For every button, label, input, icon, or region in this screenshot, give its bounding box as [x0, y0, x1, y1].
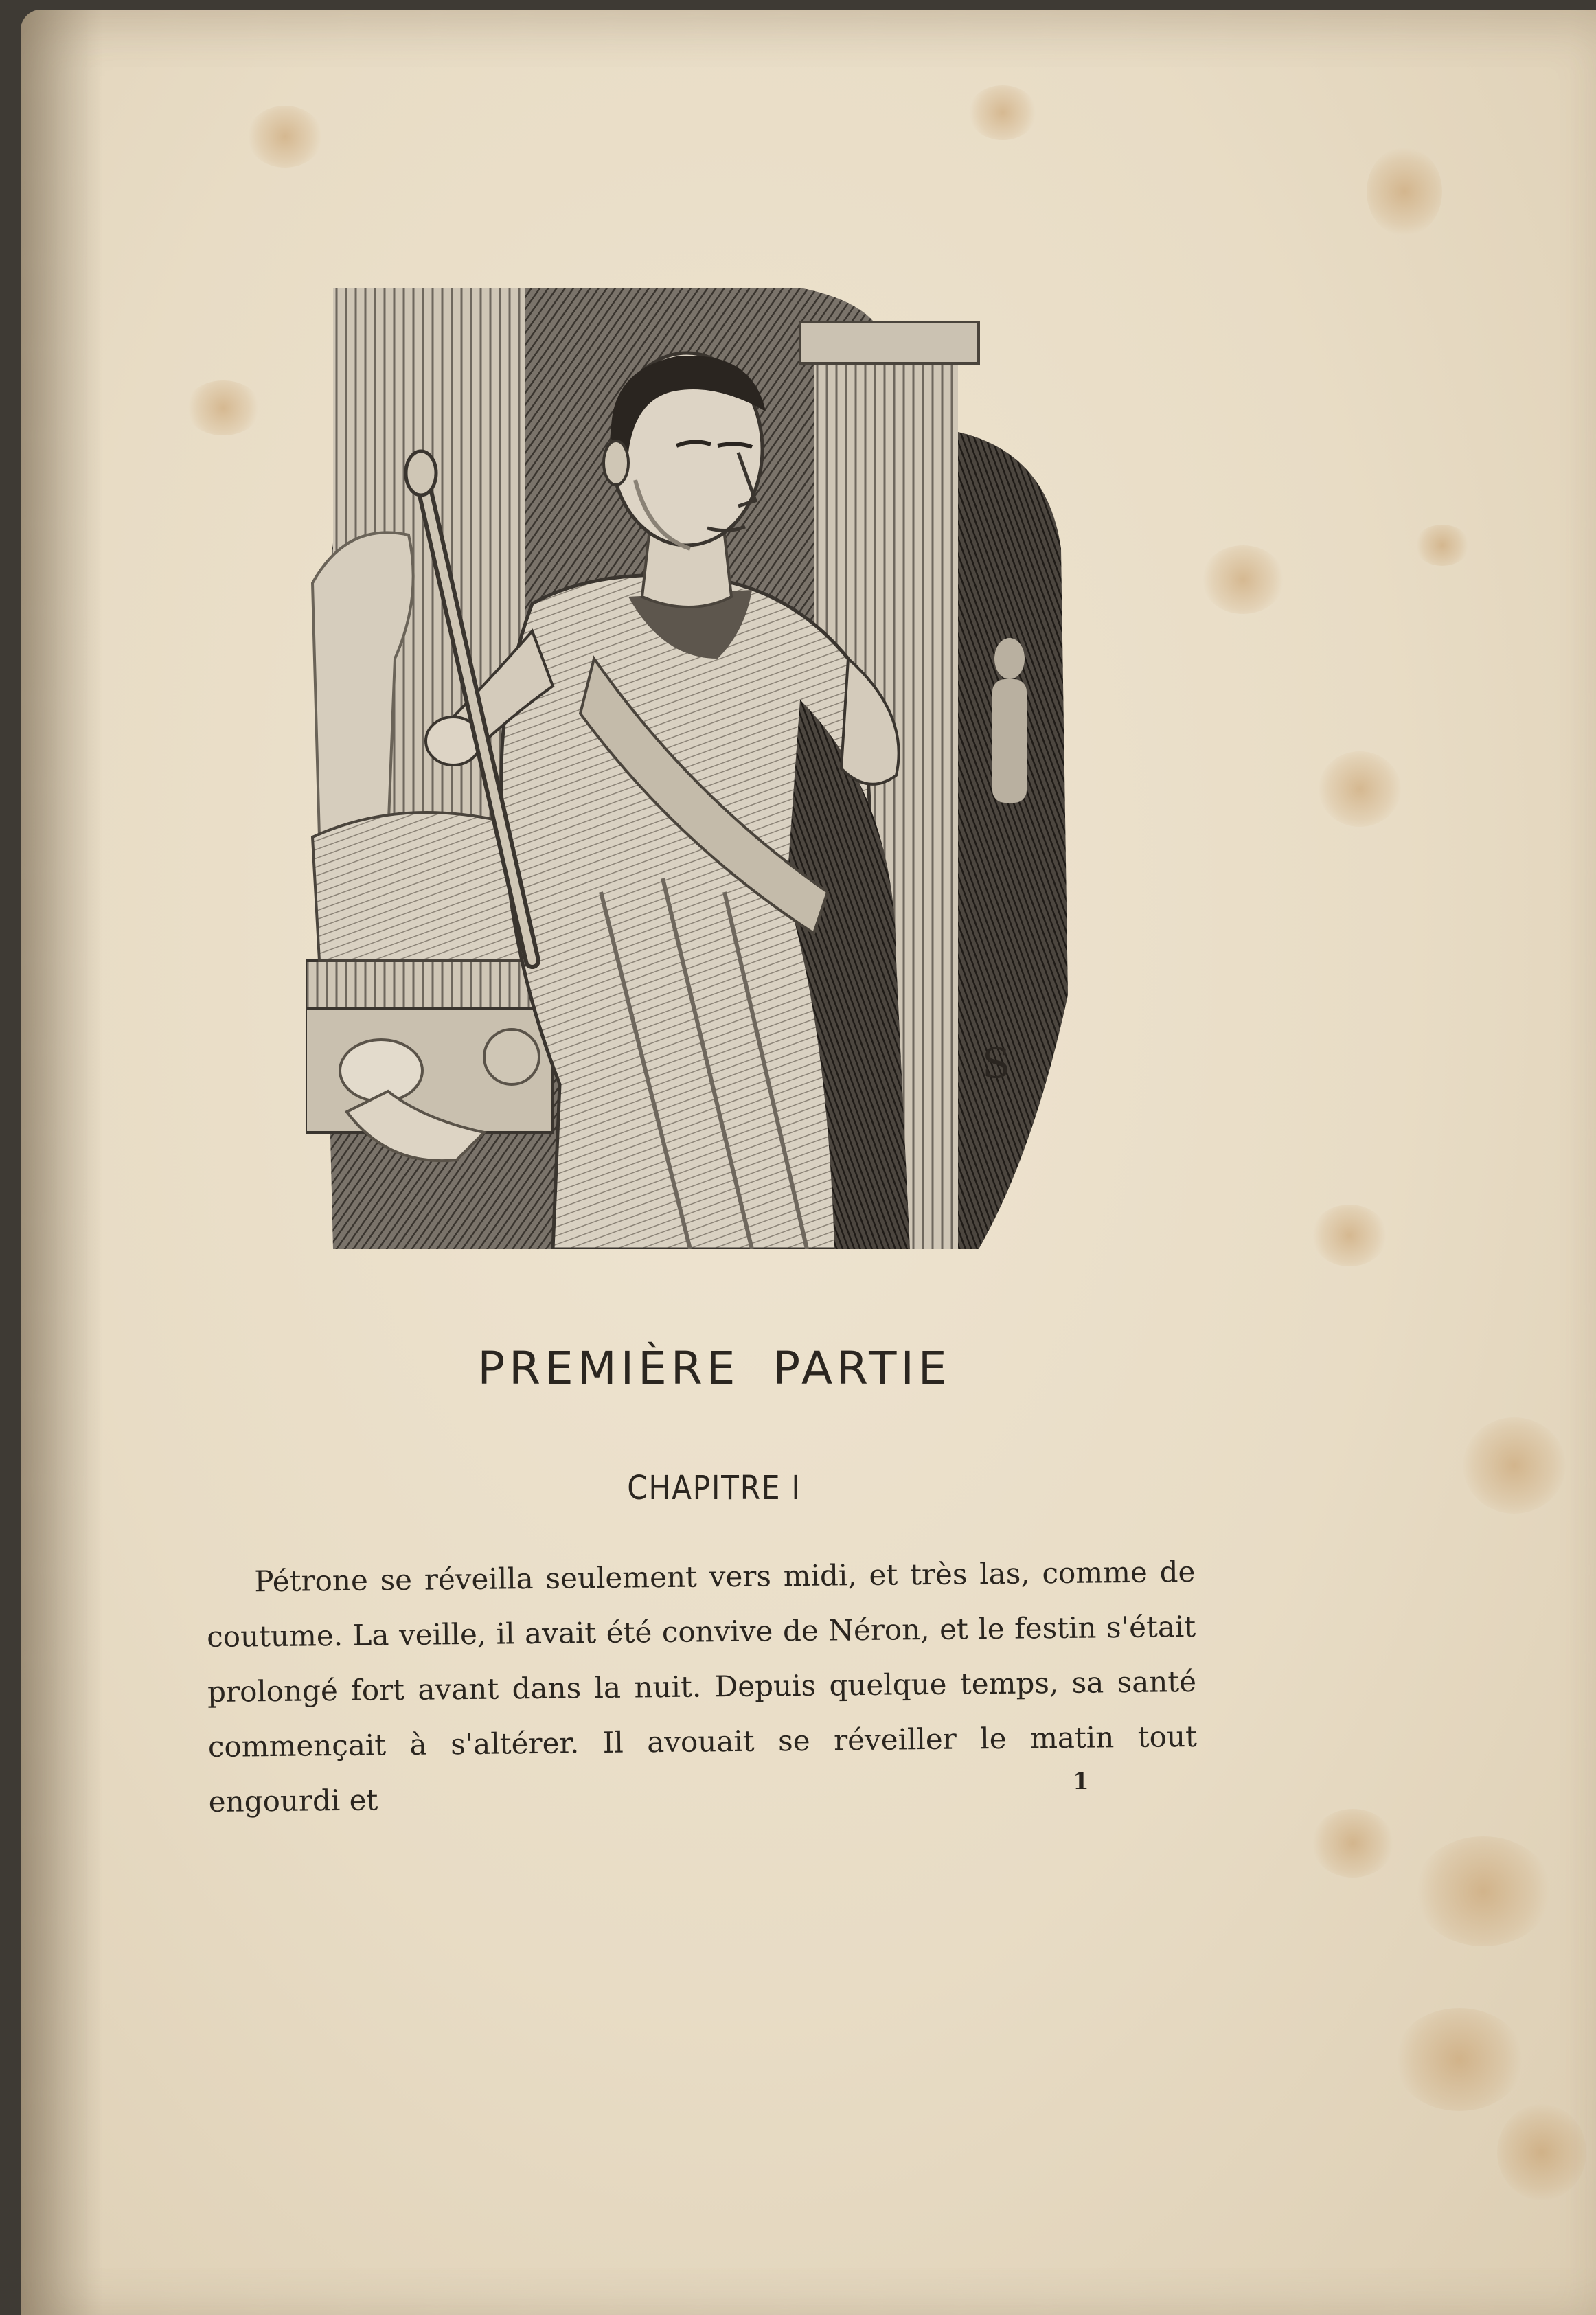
page-number: 1 [1073, 1768, 1089, 1795]
foxing-stain [1202, 545, 1284, 614]
book-page [21, 10, 1596, 2315]
part-title: PREMIÈRE PARTIE [477, 1342, 951, 1395]
foxing-stain [247, 106, 323, 168]
foxing-stain [1415, 525, 1470, 566]
foxing-stain [968, 85, 1037, 140]
body-paragraph: Pétrone se réveilla seulement vers midi, et très las, comme de coutume. La veille, il avait été convive de Néron, et le festin s'était prolongé fort avant dans la nuit. Depuis quelque temps, sa santé commençait à s'altérer. Il avouait se réveiller le matin tout engourdi et [206, 1554, 1198, 1818]
foxing-stain [1497, 2104, 1586, 2200]
foxing-stain [1319, 751, 1401, 827]
foxing-stain [1367, 147, 1442, 236]
chapter-title: CHAPITRE I [627, 1469, 801, 1507]
foxing-stain [1312, 1809, 1394, 1878]
spine-shadow [21, 10, 103, 2315]
engraving-illustration [306, 274, 1095, 1249]
foxing-stain [1394, 2008, 1525, 2111]
foxing-stain [185, 380, 261, 435]
foxing-stain [1415, 1836, 1552, 1946]
foxing-stain [1463, 1417, 1566, 1514]
foxing-stain [1312, 1205, 1387, 1266]
roman-figure-engraving [306, 274, 1095, 1249]
illustration-monogram: S [982, 1040, 1011, 1088]
